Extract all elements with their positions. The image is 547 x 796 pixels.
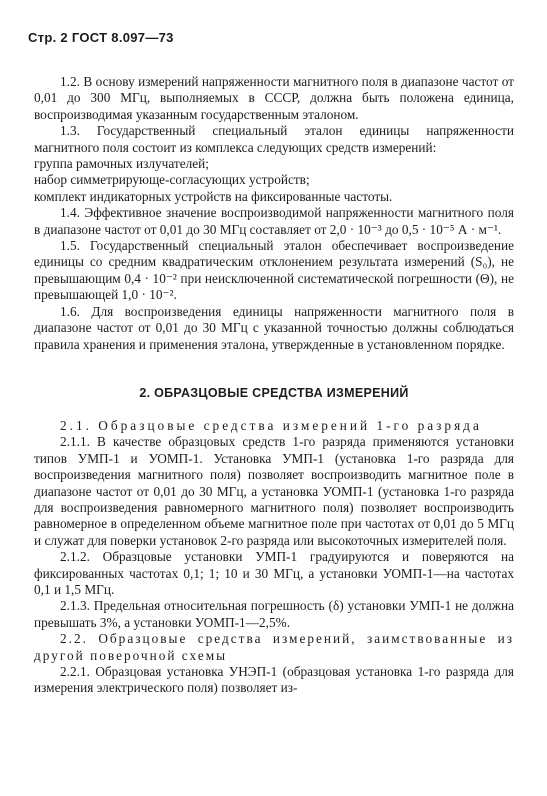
subheading-2-2: 2.2. Образцовые средства измерений, заимствованные из другой поверочной схемы — [34, 631, 514, 663]
list-item: набор симметрирующе-согласующих устройств; — [34, 172, 310, 188]
paragraph-1-4: 1.4. Эффективное значение воспроизводимой напряженности магнитного поля в диапазоне частот от 0,01 до 30 МГц составляет от 2,0 · 10⁻³ до 0,5 · 10⁻⁵ А · м⁻¹. — [34, 205, 514, 237]
paragraph-2-1-1: 2.1.1. В качестве образцовых средств 1-го разряда применяются установки типов УМП-1 и УОМП-1. Установка УМП-1 (установка 1-го разряда для воспроизведения магнитного поля) позволяет воспроизводить магнитное поле в диапазоне частот от 0,01 до 30 МГц, а установка УОМП-1 (установка 1-го разряда для воспроизведения равномерного магнитного поля) позволяет воспроизводить равномерное в определенном объеме магнитное поле при частотах от 0,01 до 5 МГц и служат для поверки установок 2-го разряда или высокоточных измерителей поля. — [34, 434, 514, 548]
paragraph-2-1-3: 2.1.3. Предельная относительная погрешность (δ) установки УМП-1 не должна превышать 3%, а установки УОМП-1—2,5%. — [34, 598, 514, 630]
paragraph-2-1-2: 2.1.2. Образцовые установки УМП-1 градуируются и поверяются на фиксированных частотах 0,1; 1; 10 и 30 МГц, а установки УОМП-1—на частотах 0,1 и 1,5 МГц. — [34, 549, 514, 597]
paragraph-1-3: 1.3. Государственный специальный эталон единицы напряженности магнитного поля состоит из комплекса следующих средств измерений: — [34, 123, 514, 155]
subheading-2-1: 2.1. Образцовые средства измерений 1-го разряда — [60, 417, 482, 433]
paragraph-1-5: 1.5. Государственный специальный эталон обеспечивает воспроизведение единицы со средним квадратическим отклонением результата измерений (S₀), не превышающим 0,4 · 10⁻² при неисключенной систематической погрешности (Θ), не превышающей 1,0 · 10⁻². — [34, 238, 514, 303]
paragraph-1-6: 1.6. Для воспроизведения единицы напряженности магнитного поля в диапазоне частот от 0,01 до 30 МГц с указанной точностью должны соблюдаться правила хранения и применения эталона, утвержденные в установленном порядке. — [34, 303, 514, 352]
list-item: группа рамочных излучателей; — [34, 156, 209, 172]
section-heading: 2. ОБРАЗЦОВЫЕ СРЕДСТВА ИЗМЕРЕНИЙ — [139, 385, 409, 400]
paragraph-2-2-1: 2.2.1. Образцовая установка УНЭП-1 (образцовая установка 1-го разряда для измерения электрического поля) позволяет из- — [34, 664, 514, 696]
document-body — [34, 74, 514, 697]
page-header: Стр. 2 ГОСТ 8.097—73 — [28, 30, 174, 45]
list-item: комплект индикаторных устройств на фиксированные частоты. — [34, 188, 393, 204]
paragraph-1-2: 1.2. В основу измерений напряженности магнитного поля в диапазоне частот от 0,01 до 300 МГц, выполняемых в СССР, должна быть положена единица, воспроизводимая указанным государственным эталоном. — [34, 74, 514, 122]
